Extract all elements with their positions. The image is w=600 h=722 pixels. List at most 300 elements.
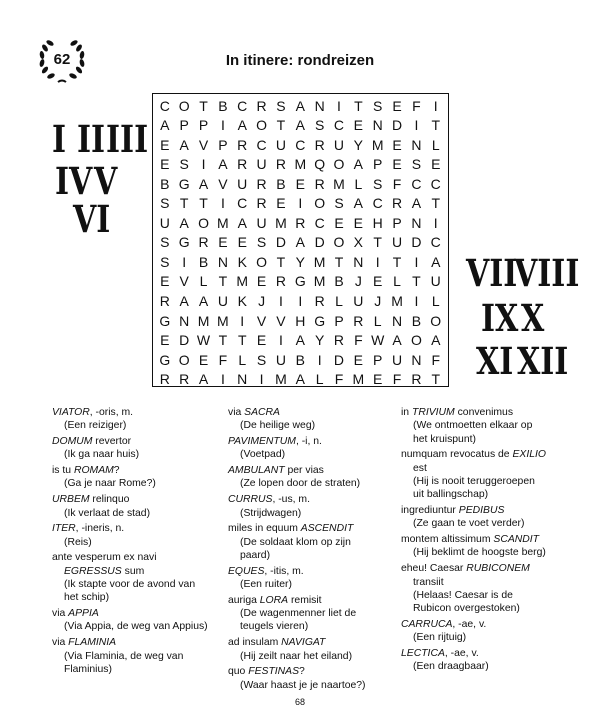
vocab-text: in <box>401 407 412 418</box>
vocab-text: (Een draagbaar) <box>413 661 489 673</box>
vocab-translation-line <box>228 578 393 591</box>
word-list-column-1 <box>52 406 222 679</box>
vocab-text: (Een ruiter) <box>240 579 292 591</box>
vocab-translation-line <box>401 475 576 488</box>
grid-letter: N <box>217 253 228 270</box>
grid-letter: M <box>352 371 365 388</box>
grid-letter: M <box>391 293 403 309</box>
grid-letter: D <box>314 234 325 251</box>
grid-letter: R <box>159 371 170 388</box>
grid-letter: A <box>237 214 247 231</box>
grid-letter: H <box>295 312 306 329</box>
grid-letter: M <box>333 175 345 192</box>
grid-letter: E <box>334 214 344 231</box>
grid-letter: P <box>179 117 189 134</box>
vocab-keyword: EQUES <box>228 565 265 577</box>
grid-letter: A <box>411 195 422 212</box>
grid-letter: I <box>182 253 187 270</box>
vocab-translation-line <box>228 419 393 432</box>
vocab-entry <box>401 618 576 645</box>
grid-letter: G <box>294 273 306 290</box>
grid-letter: E <box>373 273 383 290</box>
vocab-translation-line <box>52 448 222 461</box>
vocab-term-line <box>401 406 576 419</box>
vocab-keyword: SCANDIT <box>493 534 539 546</box>
grid-letter: R <box>237 136 248 153</box>
grid-row <box>153 369 450 389</box>
grid-letter: S <box>160 234 170 251</box>
vocab-keyword: NAVIGAT <box>281 637 326 649</box>
roman-numeral: VIII <box>514 252 580 296</box>
grid-letter: V <box>218 175 228 192</box>
grid-letter: V <box>198 136 209 153</box>
vocab-keyword: EGRESSUS <box>64 565 122 577</box>
vocab-text: (Een rijtuig) <box>413 632 467 644</box>
vocab-translation-line <box>401 488 576 501</box>
vocab-translation-line <box>228 448 393 461</box>
grid-letter: R <box>295 214 306 231</box>
grid-letter: I <box>201 156 206 173</box>
grid-letter: A <box>392 332 402 349</box>
roman-numeral: XI <box>476 340 514 384</box>
roman-numeral: V <box>94 160 118 204</box>
grid-letter: M <box>313 273 326 290</box>
vocab-translation-line <box>52 663 222 676</box>
grid-letter: A <box>431 332 441 349</box>
vocab-translation-line <box>401 631 576 644</box>
grid-letter: O <box>256 253 268 270</box>
grid-letter: E <box>431 156 441 173</box>
grid-letter: O <box>178 351 190 368</box>
vocab-term-line <box>228 435 393 448</box>
vocab-term-line <box>228 665 393 678</box>
vocab-text: , -oris, m. <box>89 407 134 418</box>
vocab-keyword: URBEM <box>52 494 90 506</box>
grid-letter: A <box>353 195 364 212</box>
vocab-text: transiit <box>413 576 444 588</box>
vocab-entry <box>52 636 222 676</box>
vocab-term-line <box>228 636 393 649</box>
grid-letter: K <box>237 293 247 309</box>
roman-numeral: IX <box>481 297 519 341</box>
grid-letter: I <box>317 351 322 368</box>
grid-letter: D <box>411 234 422 251</box>
grid-letter: J <box>258 293 266 309</box>
grid-letter: V <box>179 273 189 290</box>
grid-letter: Q <box>314 156 326 173</box>
vocab-text: (Voetpad) <box>240 449 286 461</box>
vocab-keyword: SACRA <box>244 407 280 418</box>
vocab-entry <box>228 406 393 433</box>
vocab-text: teugels vieren) <box>240 621 309 633</box>
grid-letter: E <box>392 156 402 173</box>
grid-letter: M <box>217 214 229 231</box>
grid-letter: R <box>179 371 190 388</box>
grid-letter: S <box>256 234 267 251</box>
grid-letter: I <box>433 214 438 231</box>
vocab-text: (Een reiziger) <box>64 420 127 432</box>
grid-row <box>153 232 450 252</box>
vocab-term-line <box>52 464 222 477</box>
vocab-translation-line <box>228 679 393 692</box>
vocab-keyword: VIATOR <box>52 407 90 418</box>
grid-letter: I <box>298 293 303 309</box>
grid-letter: O <box>333 156 345 173</box>
grid-letter: A <box>198 371 209 388</box>
grid-letter: O <box>198 214 209 231</box>
grid-row <box>153 271 450 291</box>
grid-letter: D <box>179 332 190 349</box>
vocab-term-line <box>401 647 576 660</box>
grid-letter: I <box>220 117 225 134</box>
vocab-text: (Reis) <box>64 536 92 548</box>
page-title: In itinere: rondreizen <box>225 52 375 69</box>
vocab-text: ad insulam <box>228 637 282 649</box>
grid-letter: R <box>411 371 422 388</box>
grid-letter: U <box>256 214 267 231</box>
vocab-entry <box>228 522 393 562</box>
vocab-term-line <box>228 594 393 607</box>
vocab-translation-line <box>52 620 222 633</box>
grid-letter: N <box>314 97 325 114</box>
grid-letter: E <box>276 195 286 212</box>
grid-letter: T <box>276 253 286 270</box>
grid-letter: A <box>295 234 305 251</box>
vocab-term-line <box>52 435 222 448</box>
grid-letter: L <box>199 273 208 290</box>
vocab-term-line <box>228 464 393 477</box>
grid-row <box>153 193 450 213</box>
grid-letter: C <box>159 97 170 114</box>
vocab-translation-line <box>228 650 393 663</box>
grid-letter: L <box>393 273 401 290</box>
grid-letter: W <box>196 332 211 349</box>
vocab-entry <box>401 406 576 446</box>
vocab-term-line <box>52 522 222 535</box>
grid-letter: L <box>431 136 440 153</box>
grid-letter: T <box>276 117 286 134</box>
vocab-text: (Via Appia, de weg van Appius) <box>64 621 208 633</box>
grid-letter: A <box>179 293 189 309</box>
vocab-keyword: APPIA <box>68 608 99 620</box>
grid-letter: S <box>373 97 383 114</box>
grid-letter: U <box>237 175 248 192</box>
grid-letter: N <box>237 371 248 388</box>
grid-letter: E <box>160 273 170 290</box>
grid-letter: N <box>353 253 364 270</box>
vocab-text: (Ga je naar Rome?) <box>64 478 156 490</box>
vocab-term-line <box>228 406 393 419</box>
grid-letter: M <box>197 312 210 329</box>
vocab-keyword: PEDIBUS <box>458 505 505 517</box>
grid-letter: T <box>373 234 382 251</box>
grid-letter: A <box>237 117 247 134</box>
vocab-entry <box>228 565 393 592</box>
grid-row <box>153 291 450 311</box>
grid-letter: M <box>275 371 287 388</box>
roman-numeral: X <box>521 297 545 341</box>
grid-letter: I <box>220 371 225 388</box>
vocab-keyword: DOMUM <box>52 436 93 448</box>
vocab-keyword: CARRUCA <box>401 618 453 630</box>
vocab-translation-line <box>401 546 576 559</box>
vocab-entry <box>228 665 393 692</box>
grid-letter: L <box>238 351 247 368</box>
word-search-grid <box>152 93 449 387</box>
grid-letter: T <box>392 253 402 270</box>
grid-row <box>153 350 450 370</box>
vocab-text: (Ik stapte voor de avond van <box>64 579 196 591</box>
vocab-text: het kruispunt) <box>413 433 476 445</box>
grid-letter: G <box>314 312 326 329</box>
vocab-translation-line <box>228 507 393 520</box>
vocab-text: is tu <box>52 465 74 477</box>
vocab-term-line <box>228 522 393 535</box>
vocab-text: quo <box>228 666 249 678</box>
grid-letter: A <box>353 156 364 173</box>
grid-letter: R <box>237 156 248 173</box>
grid-letter: O <box>178 97 190 114</box>
grid-letter: I <box>259 371 264 388</box>
grid-letter: C <box>430 234 441 251</box>
vocab-entry <box>52 406 222 433</box>
grid-letter: E <box>160 156 170 173</box>
grid-letter: E <box>392 97 402 114</box>
vocab-entry <box>401 504 576 531</box>
grid-letter: U <box>333 136 345 153</box>
grid-letter: O <box>410 332 422 349</box>
grid-letter: P <box>334 312 344 329</box>
vocab-translation-line <box>228 620 393 633</box>
vocab-entry <box>52 435 222 462</box>
grid-letter: I <box>240 312 245 329</box>
vocab-entry <box>52 493 222 520</box>
grid-row <box>153 96 450 116</box>
grid-letter: C <box>372 195 383 212</box>
vocab-text: via <box>52 637 69 649</box>
grid-letter: R <box>333 332 345 349</box>
vocab-translation-line <box>401 433 576 446</box>
grid-letter: E <box>392 136 402 153</box>
grid-letter: R <box>275 273 286 290</box>
grid-letter: E <box>218 234 228 251</box>
vocab-keyword: ROMAM <box>73 465 114 477</box>
grid-letter: V <box>276 312 286 329</box>
word-list-column-3 <box>401 406 576 676</box>
grid-letter: N <box>391 312 403 329</box>
vocab-translation-line <box>52 507 222 520</box>
vocab-term-line <box>228 493 393 506</box>
vocab-entry <box>52 607 222 634</box>
grid-letter: P <box>392 214 402 231</box>
vocab-text: remisit <box>288 594 322 606</box>
grid-letter: E <box>353 214 364 231</box>
grid-letter: A <box>179 136 189 153</box>
grid-letter: S <box>256 351 267 368</box>
page-number: 68 <box>294 697 305 707</box>
vocab-translation-line <box>401 660 576 673</box>
grid-letter: A <box>295 332 305 349</box>
vocab-text: revertor <box>92 436 132 448</box>
vocab-translation-line <box>401 602 576 615</box>
grid-letter: T <box>179 195 189 212</box>
vocab-text: (Ze lopen door de straten) <box>240 478 361 490</box>
roman-numeral: IV <box>55 160 93 204</box>
grid-letter: R <box>159 293 170 309</box>
grid-letter: S <box>276 97 286 114</box>
grid-letter: E <box>373 371 383 388</box>
grid-letter: L <box>354 175 363 192</box>
grid-letter: F <box>392 371 402 388</box>
grid-letter: R <box>314 175 325 192</box>
grid-letter: T <box>218 332 228 349</box>
grid-letter: C <box>295 136 306 153</box>
grid-letter: E <box>295 175 305 192</box>
grid-letter: C <box>256 136 267 153</box>
roman-numeral: I <box>52 118 67 162</box>
vocab-translation-line <box>401 576 576 589</box>
grid-letter: S <box>411 156 422 173</box>
grid-letter: S <box>314 117 325 134</box>
grid-letter: O <box>430 312 442 329</box>
grid-letter: A <box>295 117 305 134</box>
vocab-term-line <box>52 493 222 506</box>
vocab-text: (De soldaat klom op zijn <box>240 536 351 548</box>
grid-letter: E <box>353 117 364 134</box>
grid-letter: P <box>198 117 209 134</box>
vocab-entry <box>228 493 393 520</box>
vocab-translation-line <box>228 536 393 549</box>
vocab-entry <box>228 435 393 462</box>
chapter-number: 62 <box>53 51 71 68</box>
grid-letter: I <box>414 293 419 309</box>
vocab-text: via <box>52 608 69 620</box>
grid-letter: G <box>159 312 171 329</box>
vocab-text: (Hij beklimt de hoogste berg) <box>413 547 546 559</box>
vocab-text: (Ze gaan te voet verder) <box>413 518 525 530</box>
grid-letter: I <box>278 332 283 349</box>
grid-letter: S <box>179 156 189 173</box>
roman-numeral: III <box>106 118 149 162</box>
grid-letter: T <box>218 273 228 290</box>
grid-letter: F <box>218 351 228 368</box>
vocab-term-line <box>401 533 576 546</box>
vocab-term-line <box>228 565 393 578</box>
vocab-text: miles in equum <box>228 523 301 535</box>
vocab-translation-line <box>228 477 393 490</box>
grid-letter: T <box>199 195 208 212</box>
vocab-text: (De heilige weg) <box>240 420 316 432</box>
vocab-keyword: ASCENDIT <box>300 523 354 535</box>
vocab-keyword: LORA <box>259 594 289 606</box>
grid-row <box>153 135 450 155</box>
vocab-entry <box>52 522 222 549</box>
grid-letter: T <box>354 97 363 114</box>
grid-letter: L <box>335 293 343 309</box>
roman-numeral: VI <box>73 198 111 242</box>
vocab-text: (Waar haast je je naartoe?) <box>240 679 366 691</box>
vocab-text: auriga <box>228 594 260 606</box>
vocab-text: Flaminius) <box>64 663 112 675</box>
grid-letter: F <box>354 332 363 349</box>
vocab-text: per vias <box>284 465 324 477</box>
vocab-text: sum <box>121 565 145 577</box>
grid-letter: A <box>160 117 170 134</box>
grid-letter: X <box>353 234 364 251</box>
vocab-term-line <box>52 636 222 649</box>
grid-letter: L <box>373 312 382 329</box>
grid-row <box>153 330 450 350</box>
grid-letter: E <box>353 351 364 368</box>
vocab-entry <box>228 636 393 663</box>
grid-letter: T <box>431 117 441 134</box>
vocab-translation-line <box>52 536 222 549</box>
grid-letter: I <box>414 117 419 134</box>
vocab-text: , -itis, m. <box>264 565 304 577</box>
grid-letter: P <box>373 156 383 173</box>
vocab-text: eheu! Caesar <box>401 563 467 575</box>
grid-letter: B <box>334 273 344 290</box>
grid-letter: W <box>371 332 385 349</box>
grid-letter: T <box>412 273 421 290</box>
grid-letter: P <box>218 136 228 153</box>
grid-letter: B <box>295 351 305 368</box>
vocab-term-line <box>401 448 576 461</box>
vocab-entry <box>228 464 393 491</box>
grid-letter: R <box>275 156 286 173</box>
grid-letter: U <box>256 156 267 173</box>
grid-letter: F <box>334 371 344 388</box>
grid-letter: A <box>295 97 305 114</box>
grid-letter: S <box>160 253 170 270</box>
grid-letter: M <box>371 136 384 153</box>
vocab-translation-line <box>228 549 393 562</box>
grid-letter: T <box>431 371 441 388</box>
grid-letter: C <box>314 214 325 231</box>
grid-letter: B <box>218 97 228 114</box>
vocab-text: montem altissimum <box>401 534 494 546</box>
vocab-text: (We ontmoetten elkaar op <box>413 420 533 432</box>
grid-letter: E <box>256 332 267 349</box>
vocab-translation-line <box>52 565 222 578</box>
grid-letter: A <box>431 253 441 270</box>
roman-numeral: VII <box>466 252 518 296</box>
grid-letter: A <box>198 175 209 192</box>
vocab-translation-line <box>52 477 222 490</box>
grid-letter: K <box>237 253 247 270</box>
grid-letter: F <box>431 351 441 368</box>
roman-numeral: XII <box>517 340 569 384</box>
grid-letter: E <box>198 351 209 368</box>
grid-letter: H <box>372 214 383 231</box>
grid-letter: G <box>159 351 171 368</box>
vocab-text: , -ae, v. <box>452 618 487 630</box>
vocab-keyword: ITER <box>52 523 76 535</box>
vocab-text: ? <box>299 666 305 678</box>
roman-numeral: II <box>77 118 106 162</box>
vocab-entry <box>401 647 576 674</box>
grid-row <box>153 213 450 233</box>
grid-letter: O <box>333 234 345 251</box>
grid-letter: I <box>220 195 225 212</box>
vocab-keyword: PAVIMENTUM <box>228 436 296 448</box>
vocab-text: paard) <box>240 549 271 561</box>
grid-letter: Y <box>353 136 364 153</box>
grid-letter: A <box>295 371 305 388</box>
grid-letter: B <box>276 175 286 192</box>
grid-letter: U <box>430 273 441 290</box>
grid-letter: D <box>333 351 345 368</box>
